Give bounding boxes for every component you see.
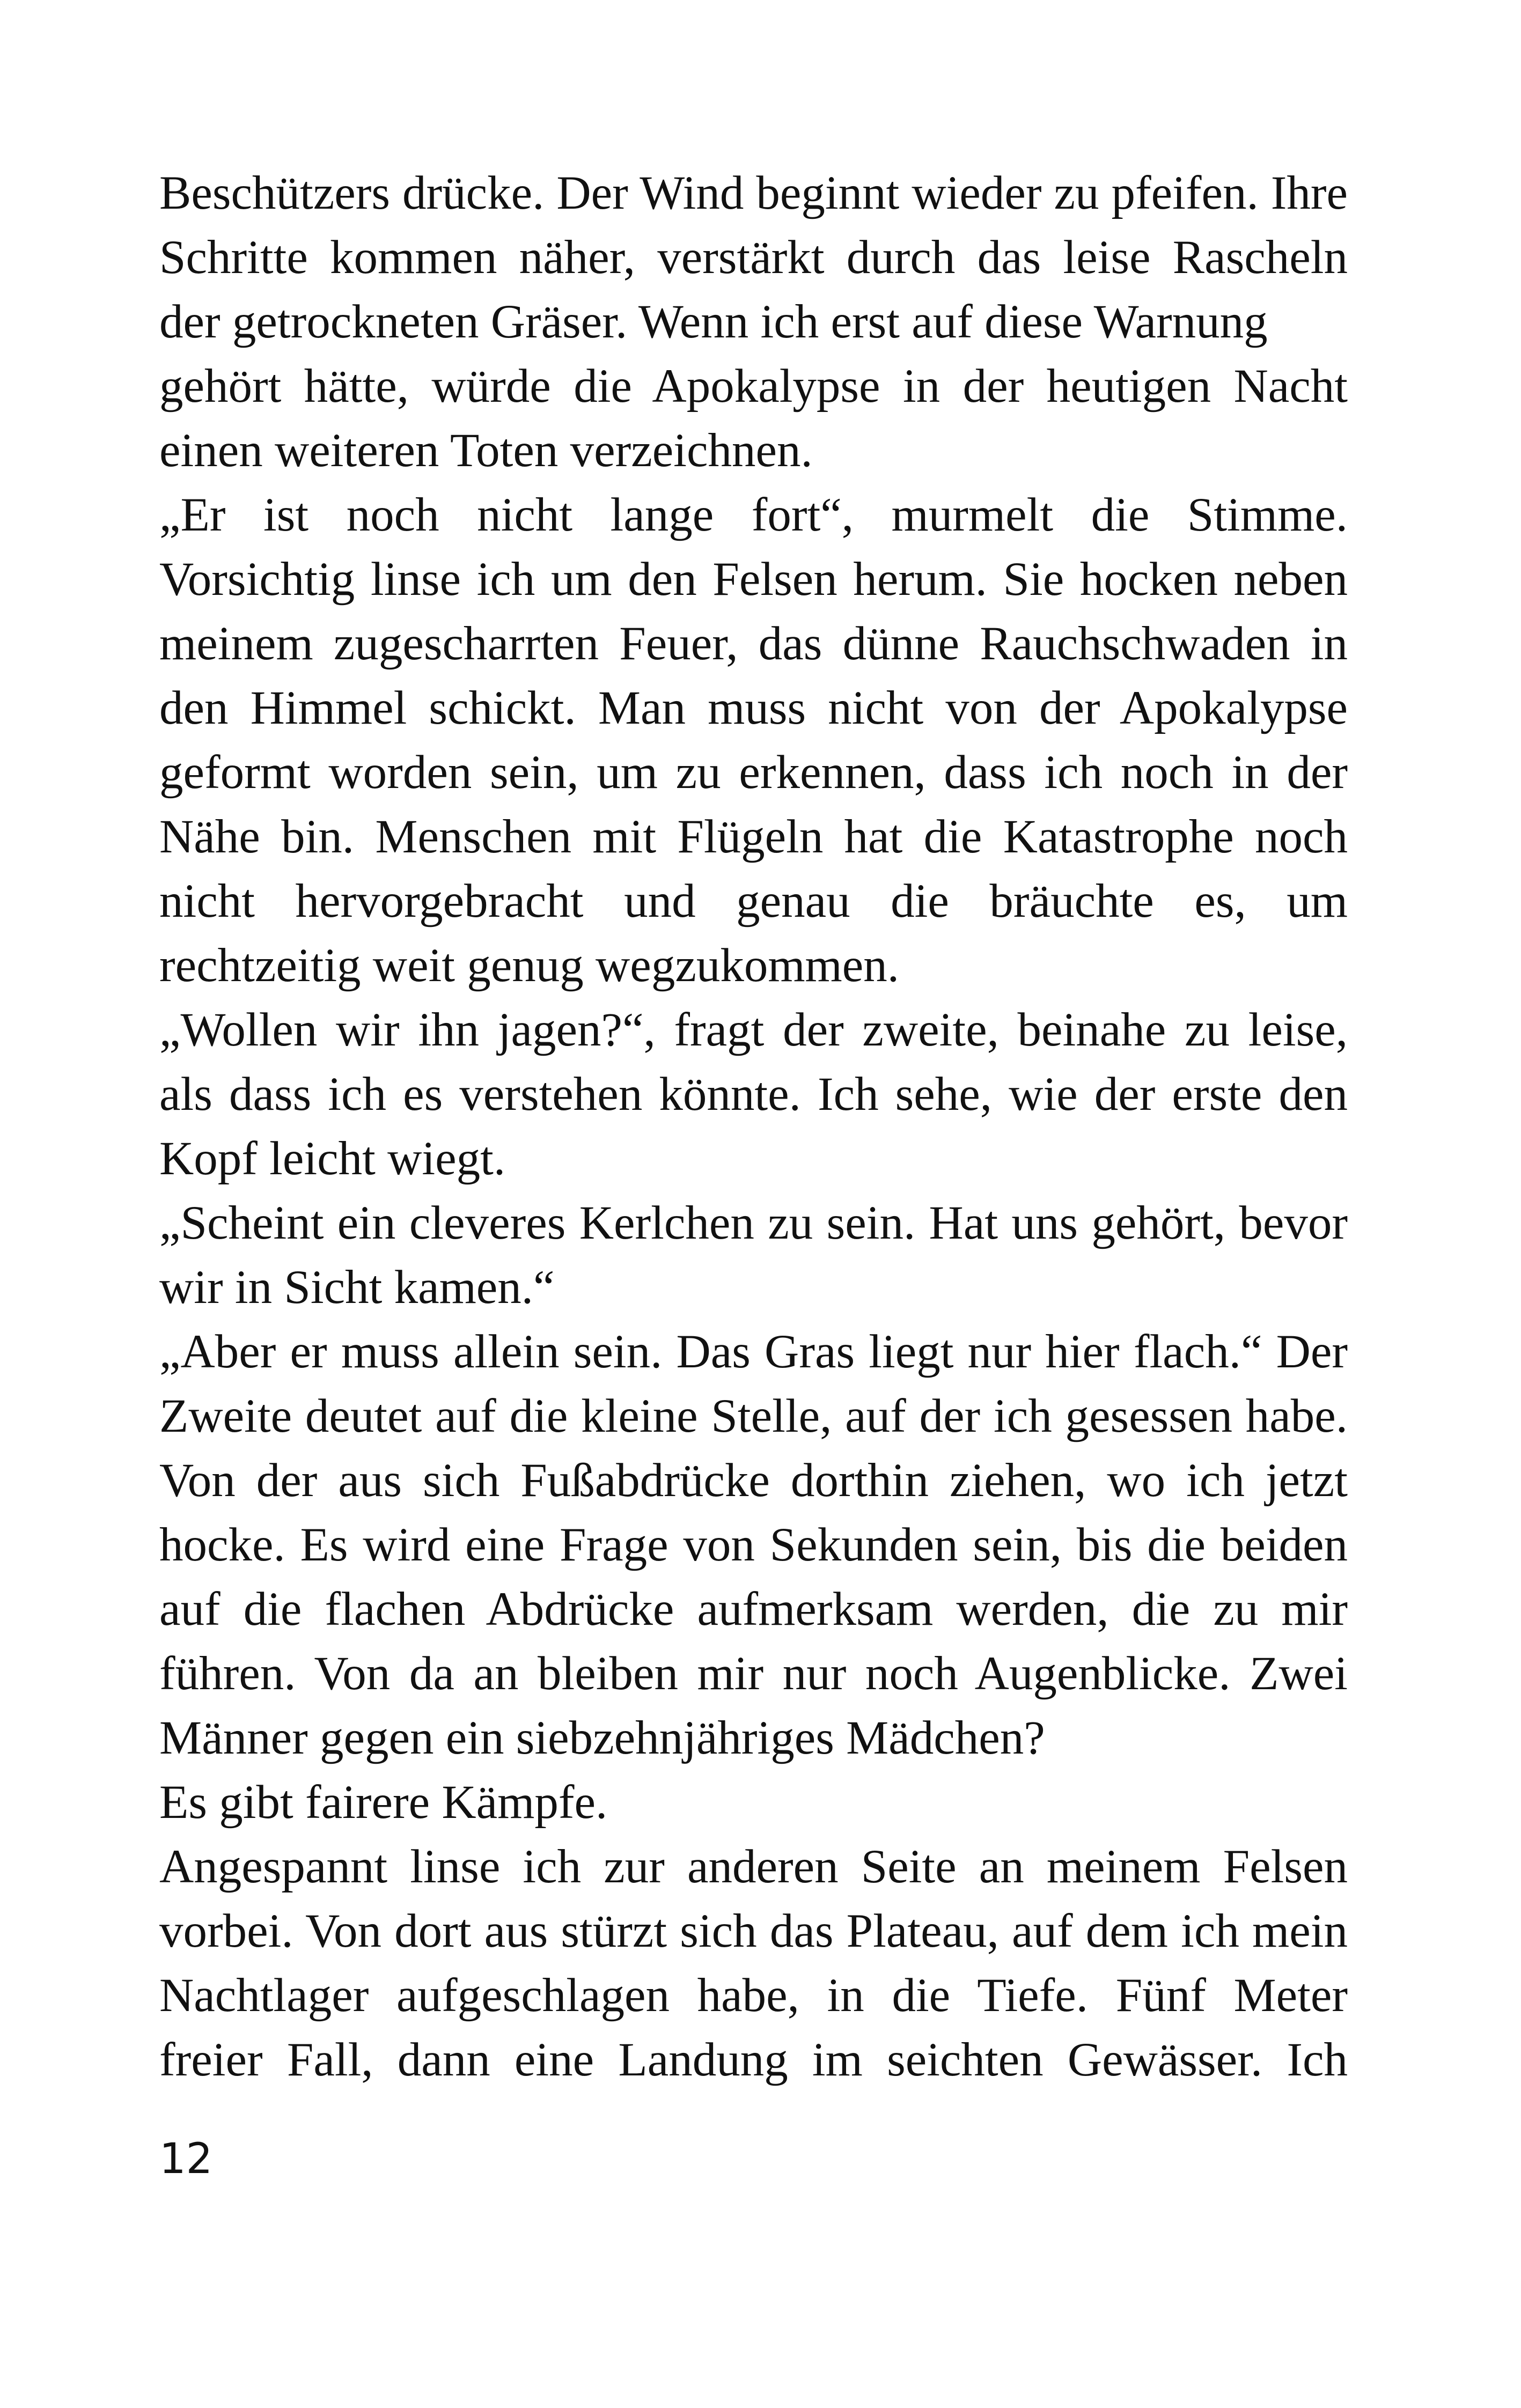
text-line: Nachtlager aufgeschlagen habe, in die Tiefe. Fünf Meter xyxy=(159,1969,1348,2022)
text-line: einen weiteren Toten verzeichnen. xyxy=(159,424,813,477)
text-line: freier Fall, dann eine Landung im seichten Gewässer. Ich xyxy=(159,2034,1348,2086)
text-line: vorbei. Von dort aus stürzt sich das Plateau, auf dem ich mein xyxy=(159,1905,1348,1957)
text-line: Kopf leicht wiegt. xyxy=(159,1132,506,1185)
text-line: Nähe bin. Menschen mit Flügeln hat die Katastrophe noch xyxy=(159,811,1348,863)
text-line: „Aber er muss allein sein. Das Gras liegt nur hier flach.“ Der xyxy=(159,1325,1348,1378)
text-line: Beschützers drücke. Der Wind beginnt wieder zu pfeifen. Ihre xyxy=(159,167,1348,219)
text-line: als dass ich es verstehen könnte. Ich sehe, wie der erste den xyxy=(159,1068,1348,1121)
text-line: führen. Von da an bleiben mir nur noch Augenblicke. Zwei xyxy=(159,1647,1348,1700)
page-body-text xyxy=(159,161,1348,2092)
text-line: Männer gegen ein siebzehnjähriges Mädchen? xyxy=(159,1712,1045,1764)
text-line: der getrockneten Gräser. Wenn ich erst auf diese Warnung xyxy=(159,296,1268,348)
text-line: auf die flachen Abdrücke aufmerksam werden, die zu mir xyxy=(159,1583,1348,1636)
text-line: „Scheint ein cleveres Kerlchen zu sein. Hat uns gehört, bevor xyxy=(159,1197,1348,1249)
text-line: Es gibt fairere Kämpfe. xyxy=(159,1776,608,1829)
text-line: Vorsichtig linse ich um den Felsen herum. Sie hocken neben xyxy=(159,553,1348,606)
text-line: Angespannt linse ich zur anderen Seite an meinem Felsen xyxy=(159,1840,1348,1893)
page-number: 12 xyxy=(159,2135,213,2183)
text-line: den Himmel schickt. Man muss nicht von der Apokalypse xyxy=(159,682,1348,734)
text-line: nicht hervorgebracht und genau die bräuchte es, um xyxy=(159,875,1348,927)
text-line: hocke. Es wird eine Frage von Sekunden sein, bis die beiden xyxy=(159,1519,1348,1571)
text-line: wir in Sicht kamen.“ xyxy=(159,1261,555,1314)
text-line: Zweite deutet auf die kleine Stelle, auf der ich gesessen habe. xyxy=(159,1390,1348,1442)
text-line: meinem zugescharrten Feuer, das dünne Rauchschwaden in xyxy=(159,617,1348,670)
text-line: rechtzeitig weit genug wegzukommen. xyxy=(159,939,900,992)
text-line: „Wollen wir ihn jagen?“, fragt der zweite, beinahe zu leise, xyxy=(159,1004,1348,1056)
text-line: Von der aus sich Fußabdrücke dorthin ziehen, wo ich jetzt xyxy=(159,1454,1348,1507)
text-line: „Er ist noch nicht lange fort“, murmelt die Stimme. xyxy=(159,489,1348,541)
text-line: geformt worden sein, um zu erkennen, dass ich noch in der xyxy=(159,746,1348,799)
text-line: gehört hätte, würde die Apokalypse in der heutigen Nacht xyxy=(159,360,1348,413)
text-line: Schritte kommen näher, verstärkt durch das leise Rascheln xyxy=(159,231,1348,284)
